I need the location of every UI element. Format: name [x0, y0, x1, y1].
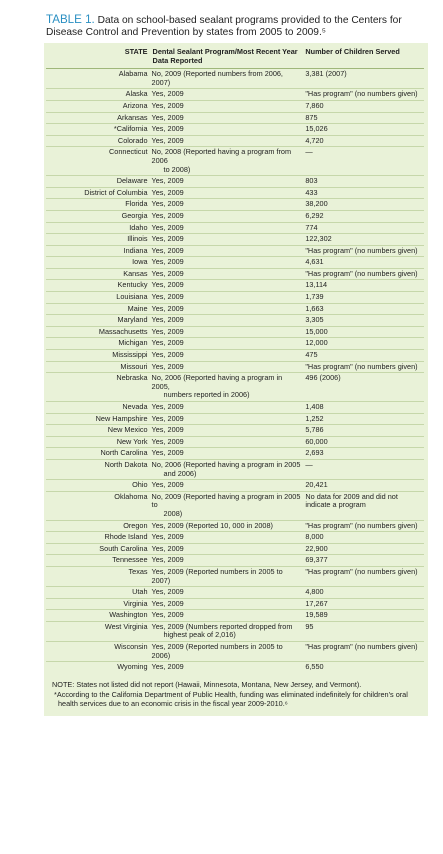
table-row — [46, 303, 424, 315]
table-row — [46, 222, 424, 234]
children-cell: "Has program" (no numbers given) — [303, 268, 424, 280]
program-cell — [151, 402, 304, 414]
children-cell: 15,026 — [303, 124, 424, 136]
children-cell: 12,000 — [303, 338, 424, 350]
program-cell — [151, 147, 304, 176]
children-cell: 475 — [303, 350, 424, 362]
program-cell — [151, 543, 304, 555]
program-cell — [151, 459, 304, 479]
table-row — [46, 176, 424, 188]
table-row — [46, 459, 424, 479]
children-cell: 875 — [303, 112, 424, 124]
table-row — [46, 112, 424, 124]
state-cell: Louisiana — [46, 292, 151, 304]
program-cell — [151, 566, 304, 586]
table-row — [46, 402, 424, 414]
children-cell: 803 — [303, 176, 424, 188]
state-cell: Virginia — [46, 598, 151, 610]
program-cell — [151, 199, 304, 211]
program-cell — [151, 280, 304, 292]
note-text: NOTE: States not listed did not report (Hawaii, Minnesota, Montana, New Jersey, and Vermont). — [52, 679, 362, 689]
children-cell: 7,860 — [303, 100, 424, 112]
program-cell — [151, 520, 304, 532]
program-cell — [151, 257, 304, 269]
children-cell: 95 — [303, 621, 424, 641]
children-cell: "Has program" (no numbers given) — [303, 520, 424, 532]
table-row — [46, 555, 424, 567]
state-cell: Kansas — [46, 268, 151, 280]
table-row — [46, 610, 424, 622]
state-cell: Michigan — [46, 338, 151, 350]
children-cell: 38,200 — [303, 199, 424, 211]
table-row — [46, 448, 424, 460]
table-row — [46, 315, 424, 327]
children-cell: 19,589 — [303, 610, 424, 622]
children-cell: 2,693 — [303, 448, 424, 460]
state-cell: Wisconsin — [46, 642, 151, 662]
program-text: Yes, 2009 — [151, 480, 184, 490]
program-text-continued: to 2008) — [163, 164, 191, 174]
program-cell — [151, 587, 304, 599]
table-row — [46, 280, 424, 292]
document-page — [44, 14, 428, 716]
program-text: No, 2008 (Reported having a program from 2006 — [151, 147, 292, 165]
table-row — [46, 662, 424, 673]
children-cell: "Has program" (no numbers given) — [303, 245, 424, 257]
program-cell — [151, 245, 304, 257]
program-cell — [151, 642, 304, 662]
state-cell: West Virginia — [46, 621, 151, 641]
state-cell: New York — [46, 436, 151, 448]
program-text-continued: highest peak of 2,016) — [163, 630, 236, 640]
program-text: Yes, 2009 — [151, 610, 184, 620]
table-row — [46, 587, 424, 599]
program-text: Yes, 2009 — [151, 112, 184, 122]
state-cell: Idaho — [46, 222, 151, 234]
program-text: Yes, 2009 — [151, 425, 184, 435]
program-text: Yes, 2009 — [151, 315, 184, 325]
state-cell: South Carolina — [46, 543, 151, 555]
program-text: Yes, 2009 — [151, 338, 184, 348]
table-row — [46, 326, 424, 338]
table-row — [46, 543, 424, 555]
program-cell — [151, 124, 304, 136]
program-cell — [151, 598, 304, 610]
header-program: Dental Sealant Program/Most Recent Year Data Reported — [151, 45, 304, 69]
state-cell: Kentucky — [46, 280, 151, 292]
table-row — [46, 520, 424, 532]
state-cell: Iowa — [46, 257, 151, 269]
program-text: Yes, 2009 — [151, 257, 184, 267]
table-header-row — [46, 45, 424, 69]
state-cell: Utah — [46, 587, 151, 599]
program-text: Yes, 2009 — [151, 532, 184, 542]
program-text: Yes, 2009 — [151, 402, 184, 411]
program-text: Yes, 2009 — [151, 303, 184, 313]
children-cell: 60,000 — [303, 436, 424, 448]
children-cell: 4,800 — [303, 587, 424, 599]
table-title: Data on school-based sealant programs provided to the Centers for Disease Control and Prevention by states from 2005 to 2009.⁵ — [46, 15, 402, 38]
table-row — [46, 245, 424, 257]
table-row — [46, 598, 424, 610]
program-cell — [151, 187, 304, 199]
program-text: Yes, 2009 — [151, 413, 184, 423]
children-cell: 3,305 — [303, 315, 424, 327]
table-row — [46, 350, 424, 362]
program-text: No, 2009 (Reported having a program in 2005 to — [151, 491, 301, 510]
table-label: TABLE 1. — [46, 13, 95, 26]
program-text: Yes, 2009 — [151, 326, 184, 336]
table-row — [46, 210, 424, 222]
state-cell: New Hampshire — [46, 413, 151, 425]
program-cell — [151, 621, 304, 641]
children-cell: No data for 2009 and did not indicate a program — [303, 491, 424, 520]
program-text: Yes, 2009 — [151, 100, 184, 110]
state-cell: Georgia — [46, 210, 151, 222]
program-cell — [151, 361, 304, 373]
program-text: Yes, 2009 — [151, 222, 184, 232]
state-cell: New Mexico — [46, 425, 151, 437]
program-cell — [151, 662, 304, 673]
program-text: Yes, 2009 — [151, 587, 184, 597]
table-row — [46, 187, 424, 199]
table-row — [46, 124, 424, 136]
program-text: Yes, 2009 — [151, 555, 184, 565]
children-cell: "Has program" (no numbers given) — [303, 89, 424, 101]
state-cell: North Dakota — [46, 459, 151, 479]
table-row — [46, 135, 424, 147]
table-row — [46, 69, 424, 89]
children-cell: 8,000 — [303, 532, 424, 544]
program-text-continued: numbers reported in 2006) — [163, 390, 250, 400]
state-cell: Illinois — [46, 234, 151, 246]
program-cell — [151, 413, 304, 425]
table-row — [46, 338, 424, 350]
program-cell — [151, 491, 304, 520]
program-cell — [151, 610, 304, 622]
state-cell: Delaware — [46, 176, 151, 188]
table-row — [46, 642, 424, 662]
program-cell — [151, 532, 304, 544]
children-cell: 3,381 (2007) — [303, 69, 424, 89]
table-caption — [44, 14, 428, 38]
program-text: Yes, 2009 (Reported 10, 000 in 2008) — [151, 520, 273, 530]
program-cell — [151, 480, 304, 492]
program-cell — [151, 69, 304, 89]
footnote-text: *According to the California Department of Public Health, funding was eliminated indefinitely for children's oral health services due to an economic crisis in the fiscal year 2009-2010.⁶ — [54, 690, 408, 709]
children-cell: 13,114 — [303, 280, 424, 292]
children-cell: 4,720 — [303, 135, 424, 147]
program-text: Yes, 2009 — [151, 361, 184, 371]
program-text: Yes, 2009 (Numbers reported dropped from — [151, 621, 293, 631]
program-text: Yes, 2009 — [151, 268, 184, 278]
state-cell: Colorado — [46, 135, 151, 147]
state-cell: District of Columbia — [46, 187, 151, 199]
table-row — [46, 480, 424, 492]
table-row — [46, 413, 424, 425]
program-cell — [151, 89, 304, 101]
children-cell: 4,631 — [303, 257, 424, 269]
table-row — [46, 292, 424, 304]
table-row — [46, 361, 424, 373]
table-row — [46, 257, 424, 269]
state-cell: Oregon — [46, 520, 151, 532]
state-cell: Alaska — [46, 89, 151, 101]
table-row — [46, 425, 424, 437]
children-cell: 6,292 — [303, 210, 424, 222]
state-cell: Arkansas — [46, 112, 151, 124]
program-text: Yes, 2009 — [151, 176, 184, 186]
program-text: Yes, 2009 — [151, 662, 184, 672]
table-row — [46, 532, 424, 544]
state-cell: *California — [46, 124, 151, 136]
state-cell: Florida — [46, 199, 151, 211]
program-text: No, 2006 (Reported having a program in 2005, — [151, 373, 283, 391]
state-cell: Nebraska — [46, 373, 151, 402]
table-row — [46, 621, 424, 641]
children-cell: "Has program" (no numbers given) — [303, 642, 424, 662]
children-cell: 5,786 — [303, 425, 424, 437]
table-row — [46, 89, 424, 101]
program-text: Yes, 2009 — [151, 350, 184, 360]
table-row — [46, 566, 424, 586]
table-row — [46, 147, 424, 176]
header-children: Number of Children Served — [303, 45, 424, 69]
program-cell — [151, 100, 304, 112]
program-cell — [151, 425, 304, 437]
state-cell: Arizona — [46, 100, 151, 112]
program-cell — [151, 222, 304, 234]
program-cell — [151, 176, 304, 188]
program-cell — [151, 268, 304, 280]
program-text: No, 2009 (Reported numbers from 2006, 2007) — [151, 69, 283, 87]
program-text: Yes, 2009 — [151, 448, 184, 458]
table-row — [46, 436, 424, 448]
program-cell — [151, 436, 304, 448]
program-cell — [151, 234, 304, 246]
program-text: Yes, 2009 — [151, 199, 184, 209]
table-body — [46, 69, 424, 673]
children-cell: 122,302 — [303, 234, 424, 246]
state-cell: Mississippi — [46, 350, 151, 362]
program-text: Yes, 2009 — [151, 292, 184, 302]
program-cell — [151, 112, 304, 124]
state-cell: Washington — [46, 610, 151, 622]
state-cell: Texas — [46, 566, 151, 586]
state-cell: Tennessee — [46, 555, 151, 567]
program-text: Yes, 2009 — [151, 598, 184, 608]
program-cell — [151, 338, 304, 350]
state-cell: Maine — [46, 303, 151, 315]
program-text: No, 2006 (Reported having a program in 2005 — [151, 459, 301, 469]
children-cell: 1,663 — [303, 303, 424, 315]
program-cell — [151, 292, 304, 304]
state-cell: Ohio — [46, 480, 151, 492]
program-text: Yes, 2009 — [151, 280, 184, 290]
program-text: Yes, 2009 — [151, 89, 184, 99]
children-cell: 69,377 — [303, 555, 424, 567]
program-text: Yes, 2009 (Reported numbers in 2005 to 2007) — [151, 566, 283, 585]
program-text: Yes, 2009 — [151, 245, 184, 255]
program-text: Yes, 2009 (Reported numbers in 2005 to 2006) — [151, 642, 283, 660]
state-cell: Indiana — [46, 245, 151, 257]
program-text: Yes, 2009 — [151, 210, 184, 220]
children-cell: 1,252 — [303, 413, 424, 425]
program-text-continued: and 2006) — [163, 468, 197, 478]
state-cell: Massachusetts — [46, 326, 151, 338]
program-text: Yes, 2009 — [151, 543, 184, 553]
children-cell: 17,267 — [303, 598, 424, 610]
state-cell: Missouri — [46, 361, 151, 373]
program-cell — [151, 555, 304, 567]
table-row — [46, 100, 424, 112]
children-cell: 433 — [303, 187, 424, 199]
program-cell — [151, 448, 304, 460]
program-text: Yes, 2009 — [151, 124, 184, 134]
state-cell: Oklahoma — [46, 491, 151, 520]
table-row — [46, 491, 424, 520]
state-cell: North Carolina — [46, 448, 151, 460]
program-cell — [151, 303, 304, 315]
header-state: STATE — [46, 45, 151, 69]
table-notes — [46, 673, 424, 713]
sealant-table — [46, 45, 424, 673]
state-cell: Nevada — [46, 402, 151, 414]
state-cell: Connecticut — [46, 147, 151, 176]
state-cell: Alabama — [46, 69, 151, 89]
program-text: Yes, 2009 — [151, 234, 184, 244]
program-text: Yes, 2009 — [151, 436, 184, 446]
table-row — [46, 268, 424, 280]
children-cell: 1,739 — [303, 292, 424, 304]
program-cell — [151, 210, 304, 222]
children-cell: "Has program" (no numbers given) — [303, 361, 424, 373]
program-cell — [151, 135, 304, 147]
children-cell: 1,408 — [303, 402, 424, 414]
state-cell: Maryland — [46, 315, 151, 327]
program-cell — [151, 315, 304, 327]
program-text: Yes, 2009 — [151, 187, 184, 197]
state-cell: Wyoming — [46, 662, 151, 673]
children-cell: 496 (2006) — [303, 373, 424, 402]
state-cell: Rhode Island — [46, 532, 151, 544]
children-cell: 774 — [303, 222, 424, 234]
table-row — [46, 234, 424, 246]
program-cell — [151, 326, 304, 338]
program-cell — [151, 373, 304, 402]
program-text: Yes, 2009 — [151, 135, 184, 145]
children-cell: 15,000 — [303, 326, 424, 338]
children-cell: "Has program" (no numbers given) — [303, 566, 424, 586]
table-row — [46, 373, 424, 402]
children-cell: 6,550 — [303, 662, 424, 673]
program-cell — [151, 350, 304, 362]
children-cell: — — [303, 147, 424, 176]
children-cell: — — [303, 459, 424, 479]
table-panel — [44, 43, 428, 716]
children-cell: 22,900 — [303, 543, 424, 555]
program-text-continued: 2008) — [163, 508, 183, 518]
children-cell: 20,421 — [303, 480, 424, 492]
table-row — [46, 199, 424, 211]
